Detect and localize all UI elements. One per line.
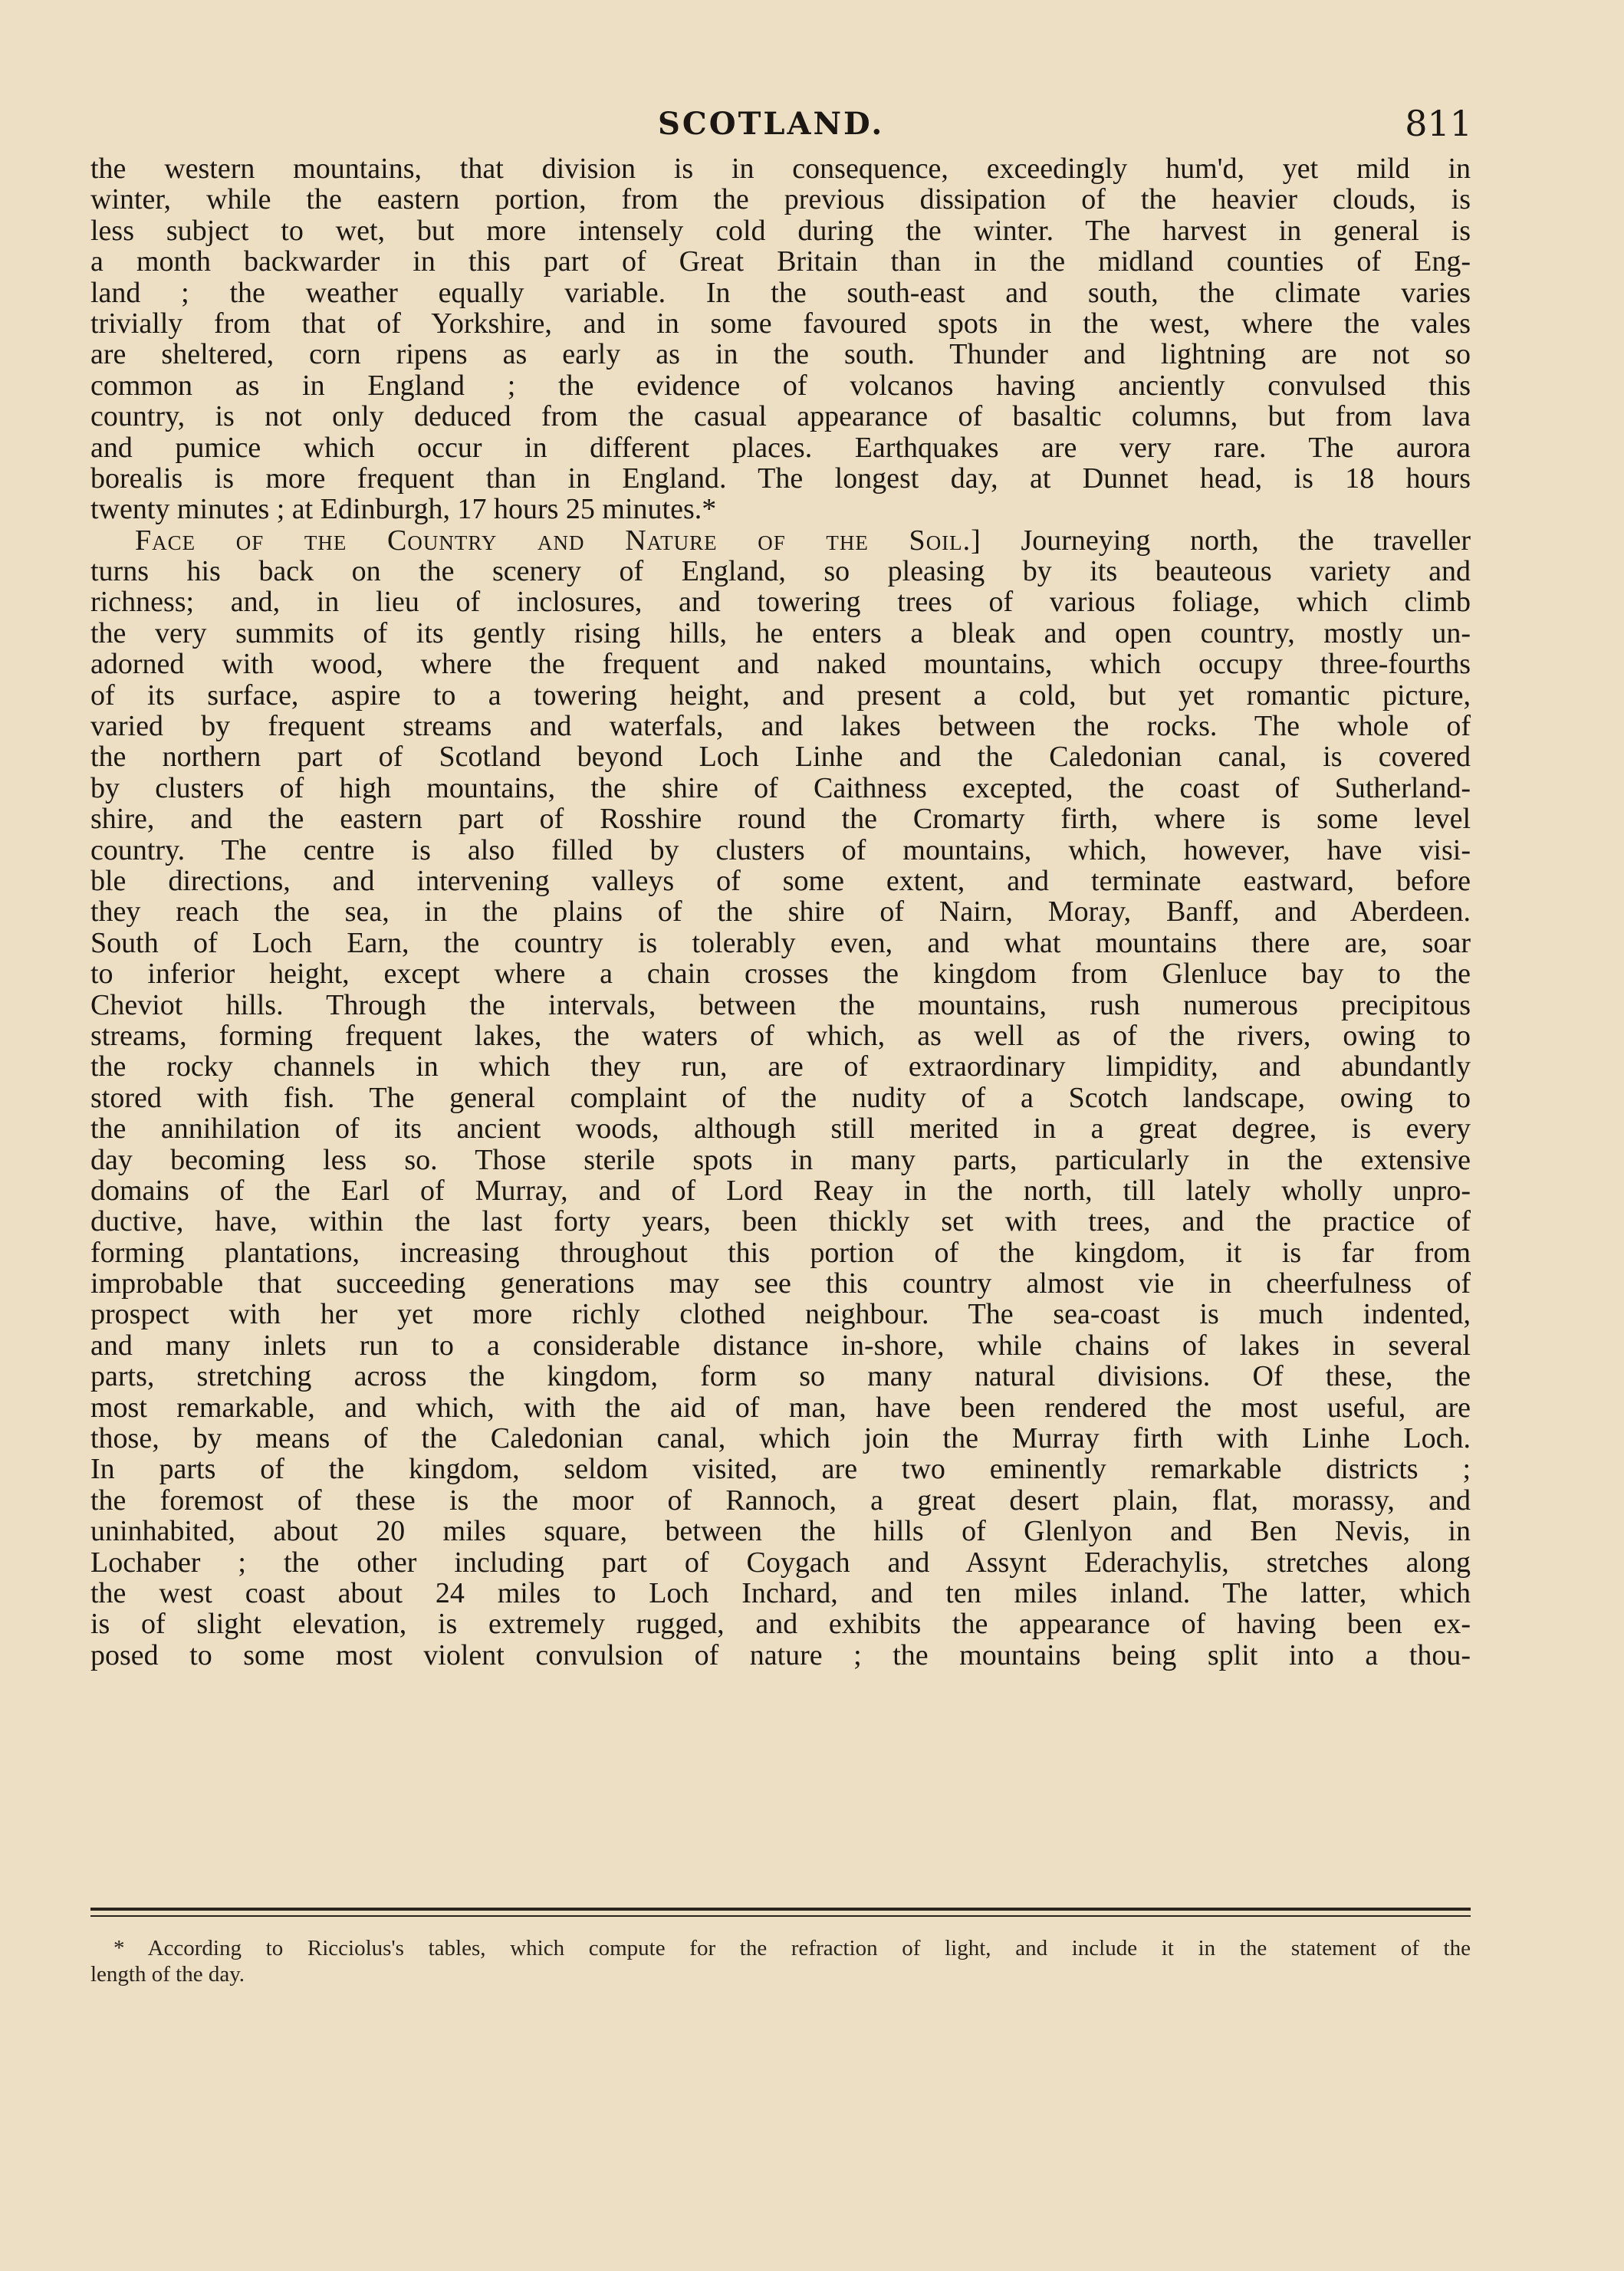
page-number: 811	[1405, 103, 1472, 144]
text-line: trivially from that of Yorkshire, and in some favoured spots in the west, where the vales	[90, 307, 1471, 340]
text-line: turns his back on the scenery of England, so pleasing by its beauteous variety and	[90, 556, 1471, 587]
text-line: stored with fish. The general complaint of the nudity of a Scotch landscape, owing to	[90, 1082, 1471, 1114]
text-line: the west coast about 24 miles to Loch Inchard, and ten miles inland. The latter, which	[90, 1577, 1471, 1609]
section-heading-line	[90, 525, 1471, 556]
text-line: common as in England ; the evidence of volcanos having anciently convulsed this	[90, 370, 1471, 402]
text-line: most remarkable, and which, with the aid of man, have been rendered the most useful, are	[90, 1392, 1471, 1424]
text-line: varied by frequent streams and waterfals, and lakes between the rocks. The whole of	[90, 711, 1471, 742]
footnote-line: length of the day.	[90, 1962, 245, 1987]
text-line: uninhabited, about 20 miles square, between the hills of Glenlyon and Ben Nevis, in	[90, 1516, 1471, 1547]
text-line: prospect with her yet more richly clothed neighbour. The sea-coast is much indented,	[90, 1299, 1471, 1330]
text-line: by clusters of high mountains, the shire of Caithness excepted, the coast of Sutherland-	[90, 772, 1471, 804]
text-line: adorned with wood, where the frequent and naked mountains, which occupy three-fourths	[90, 649, 1471, 680]
text-line: ble directions, and intervening valleys of some extent, and terminate eastward, before	[90, 865, 1471, 897]
thick-rule	[90, 1908, 1471, 1911]
text-line: less subject to wet, but more intensely cold during the winter. The harvest in general is	[90, 215, 1471, 247]
text-line: country. The centre is also filled by clusters of mountains, which, however, have visi-	[90, 834, 1471, 866]
body-text	[90, 153, 1471, 1671]
text-line: the foremost of these is the moor of Rannoch, a great desert plain, flat, morassy, and	[90, 1484, 1471, 1517]
text-line: land ; the weather equally variable. In the south-east and south, the climate varies	[90, 277, 1471, 308]
text-line: winter, while the eastern portion, from the previous dissipation of the heavier clouds, is	[90, 184, 1471, 215]
text-line: those, by means of the Caledonian canal, which join the Murray firth with Linhe Loch.	[90, 1423, 1471, 1454]
text-line: the rocky channels in which they run, are of extraordinary limpidity, and abundantly	[90, 1051, 1471, 1083]
thin-rule	[90, 1915, 1471, 1917]
running-title: SCOTLAND.	[658, 106, 885, 142]
section-heading: Face of the Country and Nature of the Soil.]	[135, 524, 981, 557]
text-line: the northern part of Scotland beyond Loch Linhe and the Caledonian canal, is covered	[90, 741, 1471, 773]
text-line: streams, forming frequent lakes, the waters of which, as well as of the rivers, owing to	[90, 1020, 1471, 1052]
text-line: posed to some most violent convulsion of nature ; the mountains being split into a thou-	[90, 1639, 1471, 1671]
text-line: borealis is more frequent than in England. The longest day, at Dunnet head, is 18 hours	[90, 462, 1471, 495]
text-line: and pumice which occur in different places. Earthquakes are very rare. The aurora	[90, 432, 1471, 463]
text-line: shire, and the eastern part of Rosshire round the Cromarty firth, where is some level	[90, 804, 1471, 835]
text-line: and many inlets run to a considerable distance in-shore, while chains of lakes in several	[90, 1329, 1471, 1362]
text-line: parts, stretching across the kingdom, form so many natural divisions. Of these, the	[90, 1361, 1471, 1392]
text-line: the very summits of its gently rising hills, he enters a bleak and open country, mostly un-	[90, 617, 1471, 649]
text-line: Cheviot hills. Through the intervals, between the mountains, rush numerous precipitous	[90, 989, 1471, 1020]
text-line: they reach the sea, in the plains of the shire of Nairn, Moray, Banff, and Aberdeen.	[90, 896, 1471, 928]
text-line: of its surface, aspire to a towering height, and present a cold, but yet romantic picture,	[90, 679, 1471, 712]
text-line: a month backwarder in this part of Great Britain than in the midland counties of Eng-	[90, 246, 1471, 278]
text-line: forming plantations, increasing throughout this portion of the kingdom, it is far from	[90, 1237, 1471, 1269]
running-head	[90, 100, 1471, 146]
text-line: day becoming less so. Those sterile spots in many parts, particularly in the extensive	[90, 1144, 1471, 1175]
text-fragment: Journeying north, the traveller	[1021, 524, 1471, 557]
text-line: In parts of the kingdom, seldom visited, are two eminently remarkable districts ;	[90, 1454, 1471, 1485]
text-line: ductive, have, within the last forty years, been thickly set with trees, and the practice of	[90, 1206, 1471, 1237]
text-line: twenty minutes ; at Edinburgh, 17 hours 25 minutes.*	[90, 494, 717, 525]
text-line: richness; and, in lieu of inclosures, and towering trees of various foliage, which climb	[90, 587, 1471, 618]
text-line: are sheltered, corn ripens as early as in the south. Thunder and lightning are not so	[90, 339, 1471, 370]
text-line: the western mountains, that division is in consequence, exceedingly hum'd, yet mild in	[90, 153, 1471, 185]
footnote-separator	[90, 1908, 1471, 1923]
text-line: Lochaber ; the other including part of Coygach and Assynt Ederachylis, stretches along	[90, 1546, 1471, 1578]
text-line: to inferior height, except where a chain crosses the kingdom from Glenluce bay to the	[90, 958, 1471, 990]
footnote	[90, 1935, 1471, 1987]
text-line: country, is not only deduced from the casual appearance of basaltic columns, but from lava	[90, 401, 1471, 432]
text-line: South of Loch Earn, the country is tolerably even, and what mountains there are, soar	[90, 927, 1471, 959]
text-line: is of slight elevation, is extremely rugged, and exhibits the appearance of having been ex-	[90, 1609, 1471, 1640]
text-line: improbable that succeeding generations may see this country almost vie in cheerfulness of	[90, 1268, 1471, 1300]
footnote-line: * According to Ricciolus's tables, which compute for the refraction of light, and include it in the statement of the	[113, 1936, 1471, 1960]
text-line: domains of the Earl of Murray, and of Lord Reay in the north, till lately wholly unpro-	[90, 1175, 1471, 1207]
text-line: the annihilation of its ancient woods, although still merited in a great degree, is every	[90, 1113, 1471, 1145]
